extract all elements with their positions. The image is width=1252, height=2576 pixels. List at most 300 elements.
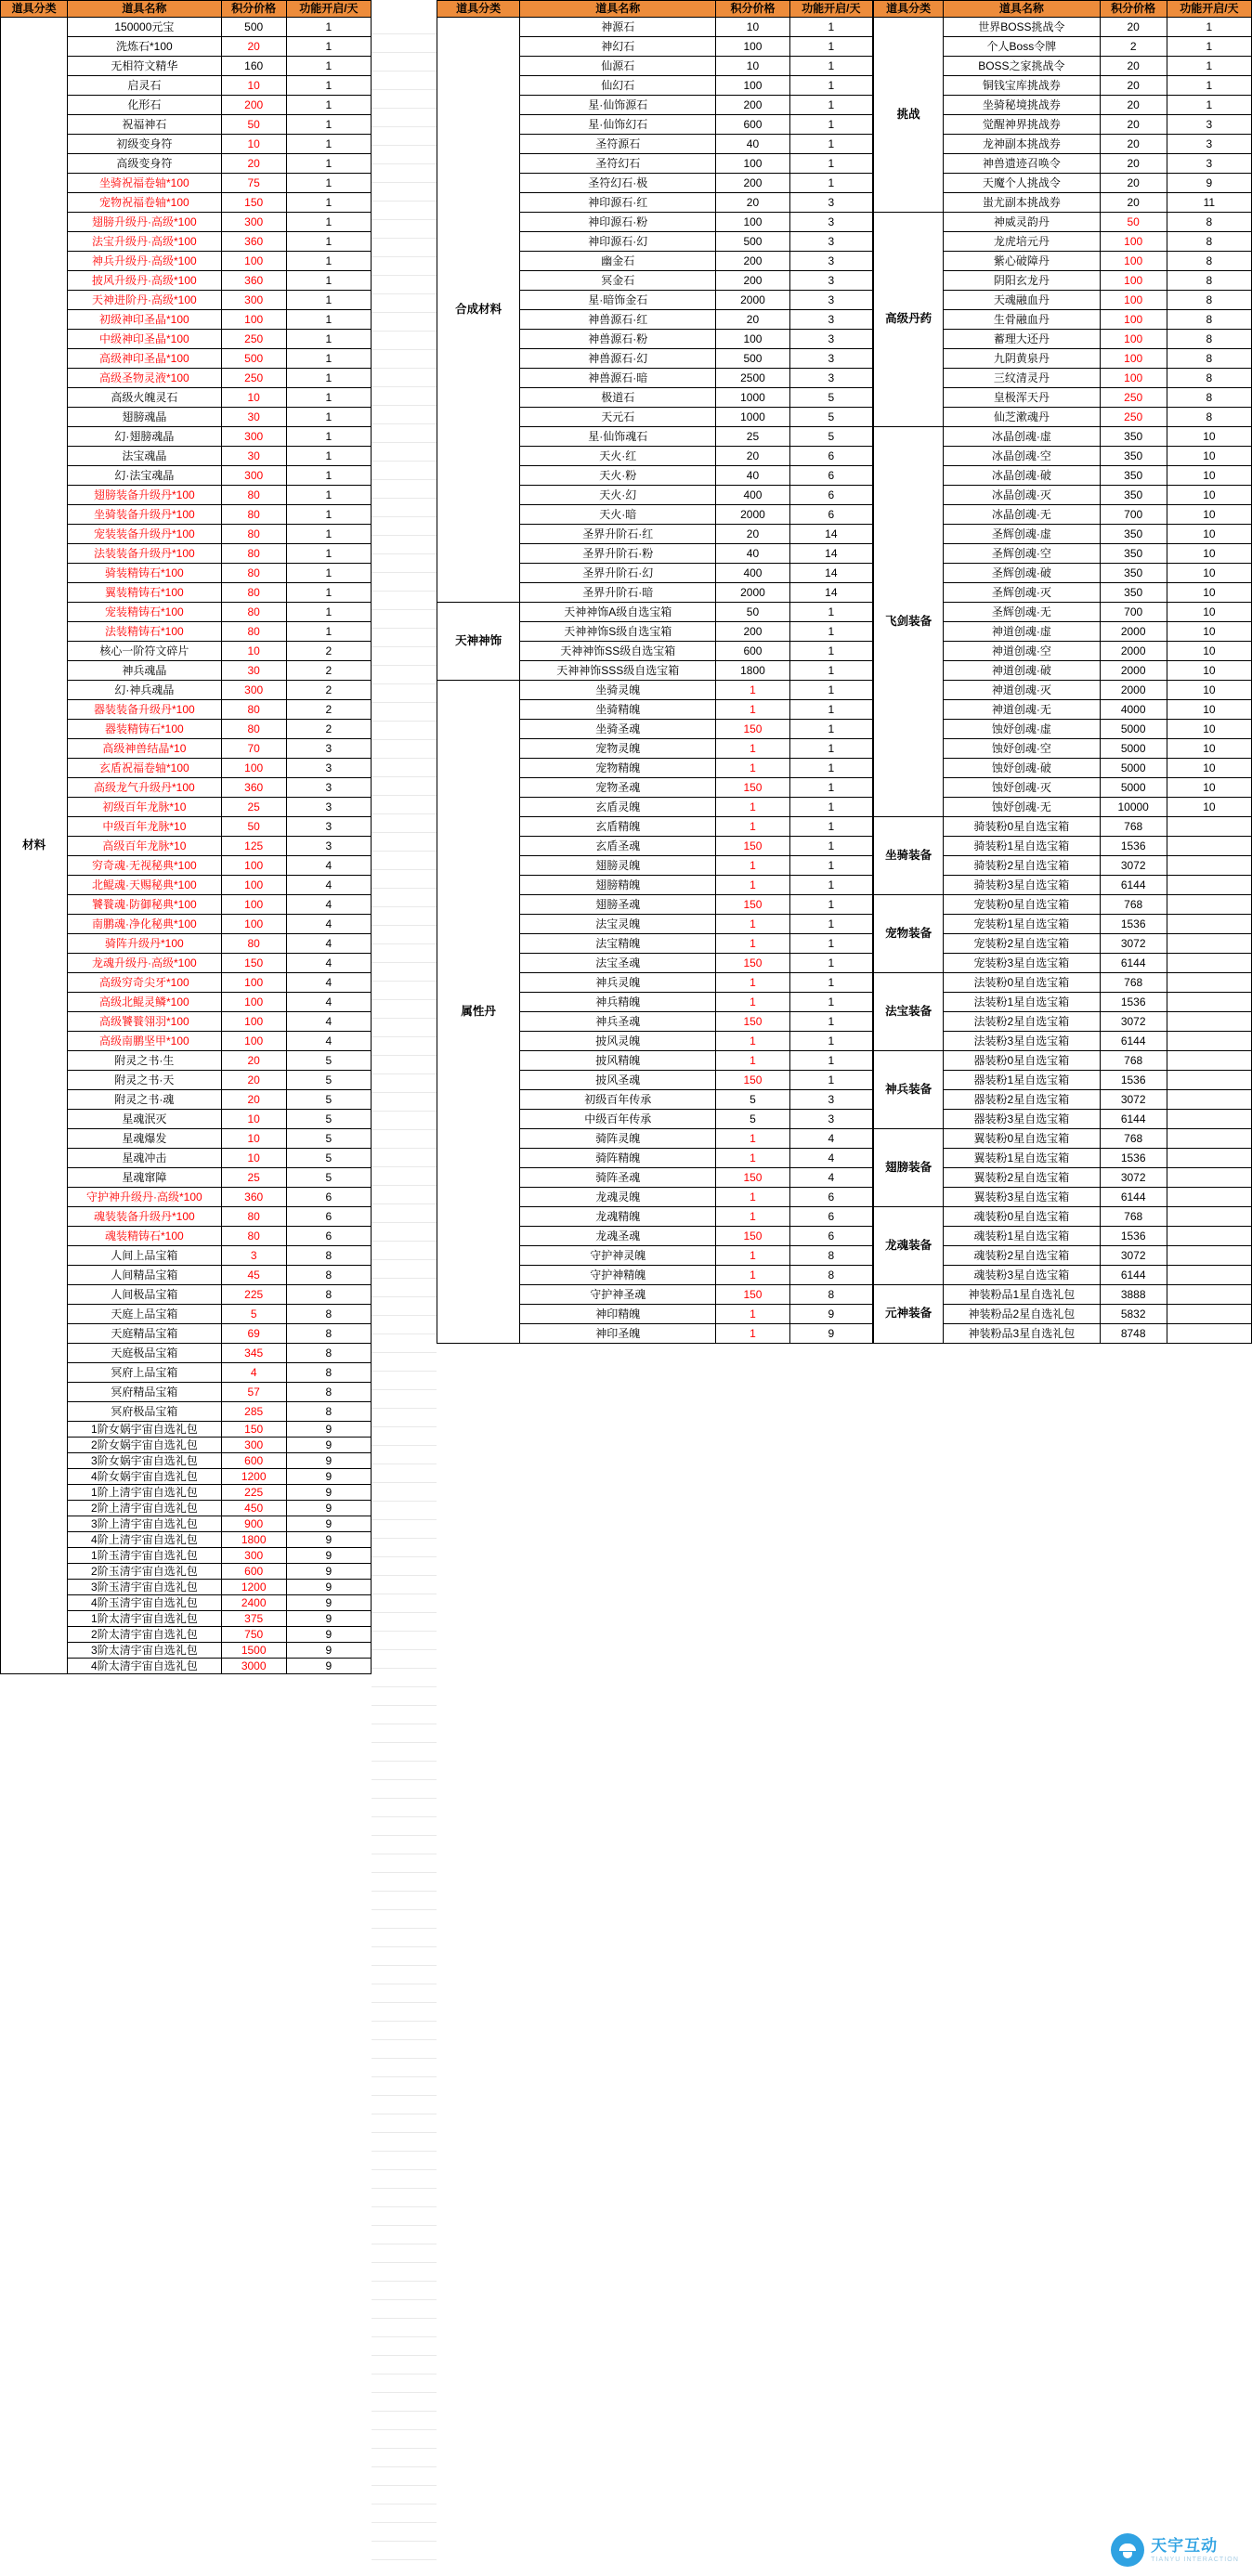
- item-name-cell: 宠装精铸石*100: [68, 603, 221, 622]
- item-price-cell: 40: [716, 466, 789, 486]
- item-name-cell: 守护神圣魂: [520, 1285, 716, 1305]
- item-name-cell: 皇极浑天丹: [944, 388, 1100, 408]
- item-days-cell: 1: [789, 76, 872, 96]
- item-days-cell: [1167, 1227, 1251, 1246]
- item-days-cell: 9: [286, 1469, 371, 1485]
- item-price-cell: 10000: [1100, 798, 1167, 817]
- item-days-cell: 3: [789, 310, 872, 330]
- item-name-cell: 4阶太清宇宙自选礼包: [68, 1659, 221, 1674]
- item-price-cell: 20: [1100, 135, 1167, 154]
- item-name-cell: 神道创魂·虚: [944, 622, 1100, 642]
- item-name-cell: 神源石: [520, 18, 716, 37]
- item-price-cell: 10: [221, 135, 286, 154]
- item-name-cell: 翅膀魂晶: [68, 408, 221, 427]
- item-name-cell: 龙魂圣魂: [520, 1227, 716, 1246]
- item-days-cell: [1167, 837, 1251, 856]
- table-header-row: [874, 1, 1252, 18]
- item-days-cell: 8: [1167, 310, 1251, 330]
- item-price-cell: 1000: [716, 388, 789, 408]
- item-price-cell: 400: [716, 564, 789, 583]
- item-price-cell: 150: [716, 1285, 789, 1305]
- item-days-cell: 5: [789, 388, 872, 408]
- item-price-cell: 100: [1100, 271, 1167, 291]
- item-price-cell: 1: [716, 759, 789, 778]
- item-price-cell: 100: [1100, 291, 1167, 310]
- item-price-cell: 1200: [221, 1580, 286, 1595]
- item-days-cell: 8: [286, 1246, 371, 1266]
- item-days-cell: 8: [286, 1285, 371, 1305]
- item-price-cell: 600: [221, 1564, 286, 1580]
- item-name-cell: 翅膀装备升级丹*100: [68, 486, 221, 505]
- item-price-cell: 100: [716, 213, 789, 232]
- item-price-cell: 20: [716, 447, 789, 466]
- item-price-cell: 100: [716, 37, 789, 57]
- item-days-cell: [1167, 1168, 1251, 1188]
- item-days-cell: 1: [789, 973, 872, 993]
- item-price-cell: 40: [716, 135, 789, 154]
- item-name-cell: 2阶上清宇宙自选礼包: [68, 1501, 221, 1516]
- item-price-cell: 350: [1100, 564, 1167, 583]
- item-days-cell: 8: [789, 1266, 872, 1285]
- item-days-cell: [1167, 1071, 1251, 1090]
- item-days-cell: [1167, 817, 1251, 837]
- table-row: [437, 603, 873, 622]
- item-name-cell: 圣符幻石: [520, 154, 716, 174]
- item-name-cell: 骑装粉2星自选宝箱: [944, 856, 1100, 876]
- item-days-cell: 2: [286, 681, 371, 700]
- item-days-cell: 3: [1167, 154, 1251, 174]
- item-name-cell: 坐骑装备升级丹*100: [68, 505, 221, 525]
- item-name-cell: 阴阳玄龙丹: [944, 271, 1100, 291]
- item-days-cell: 1: [789, 135, 872, 154]
- item-name-cell: 圣界升阶石·粉: [520, 544, 716, 564]
- category-cell: 宠物装备: [874, 895, 944, 973]
- item-price-cell: 3072: [1100, 1168, 1167, 1188]
- watermark: [1111, 2533, 1239, 2567]
- item-price-cell: 20: [221, 1071, 286, 1090]
- item-days-cell: 1: [286, 408, 371, 427]
- item-price-cell: 20: [1100, 96, 1167, 115]
- item-days-cell: 1: [789, 96, 872, 115]
- item-days-cell: 3: [1167, 135, 1251, 154]
- item-name-cell: 1阶女娲宇宙自选礼包: [68, 1422, 221, 1438]
- item-days-cell: 2: [286, 661, 371, 681]
- item-days-cell: 9: [286, 1422, 371, 1438]
- item-days-cell: 4: [286, 856, 371, 876]
- item-name-cell: 初级神印圣晶*100: [68, 310, 221, 330]
- item-name-cell: 九阴黄泉丹: [944, 349, 1100, 369]
- item-days-cell: 8: [286, 1324, 371, 1344]
- item-days-cell: 9: [286, 1580, 371, 1595]
- item-name-cell: 幻·翅膀魂晶: [68, 427, 221, 447]
- item-days-cell: 5: [286, 1149, 371, 1168]
- item-price-cell: 5000: [1100, 720, 1167, 739]
- item-days-cell: 1: [286, 291, 371, 310]
- item-days-cell: 1: [286, 505, 371, 525]
- item-days-cell: 10: [1167, 447, 1251, 466]
- item-days-cell: 1: [789, 778, 872, 798]
- category-cell: 天神神饰: [437, 603, 520, 681]
- item-days-cell: 5: [286, 1129, 371, 1149]
- item-days-cell: 5: [286, 1090, 371, 1110]
- item-price-cell: 360: [221, 778, 286, 798]
- item-name-cell: 冥府极品宝箱: [68, 1402, 221, 1422]
- item-days-cell: 3: [286, 837, 371, 856]
- table-row: [874, 973, 1252, 993]
- item-name-cell: 天神神饰S级自选宝箱: [520, 622, 716, 642]
- item-name-cell: 2阶太清宇宙自选礼包: [68, 1627, 221, 1643]
- item-name-cell: 冰晶创魂·灭: [944, 486, 1100, 505]
- item-name-cell: 天神神饰A级自选宝箱: [520, 603, 716, 622]
- item-days-cell: 10: [1167, 700, 1251, 720]
- item-days-cell: 9: [286, 1627, 371, 1643]
- item-days-cell: 1: [789, 700, 872, 720]
- item-name-cell: 骑装粉3星自选宝箱: [944, 876, 1100, 895]
- item-days-cell: 1: [789, 993, 872, 1012]
- item-days-cell: 1: [286, 57, 371, 76]
- category-cell: 飞剑装备: [874, 427, 944, 817]
- item-name-cell: 神道创魂·空: [944, 642, 1100, 661]
- item-price-cell: 5: [716, 1110, 789, 1129]
- item-name-cell: 翼装粉3星自选宝箱: [944, 1188, 1100, 1207]
- item-days-cell: 3: [789, 193, 872, 213]
- item-price-cell: 30: [221, 447, 286, 466]
- item-days-cell: 9: [286, 1485, 371, 1501]
- item-name-cell: 紫心破障丹: [944, 252, 1100, 271]
- item-days-cell: 3: [789, 369, 872, 388]
- item-price-cell: 345: [221, 1344, 286, 1363]
- item-days-cell: 6: [789, 1207, 872, 1227]
- item-name-cell: 圣辉创魂·虚: [944, 525, 1100, 544]
- item-price-cell: 100: [1100, 252, 1167, 271]
- item-price-cell: 1: [716, 1129, 789, 1149]
- column-header-days: 功能开启/天: [789, 1, 872, 18]
- item-name-cell: 个人Boss令牌: [944, 37, 1100, 57]
- item-name-cell: 骑装粉0星自选宝箱: [944, 817, 1100, 837]
- item-days-cell: 9: [1167, 174, 1251, 193]
- item-price-cell: 200: [716, 252, 789, 271]
- item-days-cell: 4: [286, 954, 371, 973]
- category-cell: 挑战: [874, 18, 944, 213]
- item-days-cell: 10: [1167, 720, 1251, 739]
- item-name-cell: 3阶太清宇宙自选礼包: [68, 1643, 221, 1659]
- item-days-cell: 1: [286, 583, 371, 603]
- item-name-cell: 神兵圣魂: [520, 1012, 716, 1032]
- item-days-cell: 1: [1167, 76, 1251, 96]
- item-price-cell: 200: [716, 622, 789, 642]
- item-days-cell: 10: [1167, 544, 1251, 564]
- item-days-cell: 8: [1167, 252, 1251, 271]
- item-price-cell: 360: [221, 232, 286, 252]
- item-price-cell: 1: [716, 739, 789, 759]
- item-name-cell: 守护神精魄: [520, 1266, 716, 1285]
- category-cell: 神兵装备: [874, 1051, 944, 1129]
- item-price-cell: 360: [221, 271, 286, 291]
- item-price-cell: 100: [221, 915, 286, 934]
- item-price-cell: 150: [716, 1168, 789, 1188]
- item-price-cell: 5000: [1100, 778, 1167, 798]
- item-price-cell: 150: [716, 1227, 789, 1246]
- item-name-cell: 天庭上品宝箱: [68, 1305, 221, 1324]
- item-name-cell: 4阶女娲宇宙自选礼包: [68, 1469, 221, 1485]
- item-name-cell: 中级百年传承: [520, 1110, 716, 1129]
- item-price-cell: 80: [221, 1207, 286, 1227]
- item-days-cell: 8: [1167, 349, 1251, 369]
- item-name-cell: 2阶女娲宇宙自选礼包: [68, 1438, 221, 1453]
- item-days-cell: 1: [789, 661, 872, 681]
- item-days-cell: 3: [286, 739, 371, 759]
- item-name-cell: 披风升级丹·高级*100: [68, 271, 221, 291]
- item-name-cell: 神兽源石·幻: [520, 349, 716, 369]
- item-name-cell: 化形石: [68, 96, 221, 115]
- item-name-cell: 天魔个人挑战令: [944, 174, 1100, 193]
- item-days-cell: 1: [789, 759, 872, 778]
- watermark-brand-cn: 天宇互动: [1151, 2536, 1219, 2555]
- item-days-cell: 1: [286, 447, 371, 466]
- item-price-cell: 100: [221, 252, 286, 271]
- item-name-cell: 天火·暗: [520, 505, 716, 525]
- item-price-cell: 100: [221, 993, 286, 1012]
- column-header-price: 积分价格: [1100, 1, 1167, 18]
- item-price-cell: 100: [716, 154, 789, 174]
- item-name-cell: 星魂泯灭: [68, 1110, 221, 1129]
- item-name-cell: 神兽源石·暗: [520, 369, 716, 388]
- category-cell: 翅膀装备: [874, 1129, 944, 1207]
- item-name-cell: 1阶玉清宇宙自选礼包: [68, 1548, 221, 1564]
- item-days-cell: 8: [1167, 232, 1251, 252]
- item-name-cell: 高级龙气升级丹*100: [68, 778, 221, 798]
- item-name-cell: 神兽遗迹召唤令: [944, 154, 1100, 174]
- item-days-cell: 4: [286, 915, 371, 934]
- item-name-cell: 北鲲魂·天赐秘典*100: [68, 876, 221, 895]
- item-name-cell: 圣界升阶石·暗: [520, 583, 716, 603]
- item-price-cell: 1: [716, 1324, 789, 1344]
- item-name-cell: 守护神升级丹·高级*100: [68, 1188, 221, 1207]
- item-price-cell: 1: [716, 1032, 789, 1051]
- item-name-cell: 圣辉创魂·破: [944, 564, 1100, 583]
- item-price-cell: 450: [221, 1501, 286, 1516]
- item-days-cell: 8: [286, 1305, 371, 1324]
- item-name-cell: 翼装粉1星自选宝箱: [944, 1149, 1100, 1168]
- item-price-cell: 768: [1100, 817, 1167, 837]
- items-table: [873, 0, 1252, 1344]
- item-days-cell: 10: [1167, 642, 1251, 661]
- item-price-cell: 300: [221, 466, 286, 486]
- item-price-cell: 100: [221, 856, 286, 876]
- item-price-cell: 20: [1100, 57, 1167, 76]
- item-name-cell: 法宝魂晶: [68, 447, 221, 466]
- item-days-cell: 1: [789, 856, 872, 876]
- item-price-cell: 1: [716, 681, 789, 700]
- item-price-cell: 350: [1100, 525, 1167, 544]
- item-days-cell: [1167, 1032, 1251, 1051]
- item-days-cell: 5: [286, 1110, 371, 1129]
- item-name-cell: 法装粉2星自选宝箱: [944, 1012, 1100, 1032]
- item-days-cell: 1: [286, 213, 371, 232]
- item-price-cell: 150: [716, 837, 789, 856]
- item-name-cell: 魂装粉3星自选宝箱: [944, 1266, 1100, 1285]
- item-name-cell: 仙幻石: [520, 76, 716, 96]
- item-name-cell: 4阶上清宇宙自选礼包: [68, 1532, 221, 1548]
- category-cell: 龙魂装备: [874, 1207, 944, 1285]
- item-name-cell: 幻·神兵魂晶: [68, 681, 221, 700]
- column-header-price: 积分价格: [716, 1, 789, 18]
- item-price-cell: 25: [221, 798, 286, 817]
- item-name-cell: 龙神副本挑战券: [944, 135, 1100, 154]
- item-name-cell: 神幻石: [520, 37, 716, 57]
- item-price-cell: 100: [221, 1032, 286, 1051]
- item-name-cell: 器装粉2星自选宝箱: [944, 1090, 1100, 1110]
- item-price-cell: 20: [716, 193, 789, 213]
- item-name-cell: 星·仙饰幻石: [520, 115, 716, 135]
- item-name-cell: 神兵灵魄: [520, 973, 716, 993]
- item-days-cell: 9: [286, 1564, 371, 1580]
- item-name-cell: 魂装精铸石*100: [68, 1227, 221, 1246]
- item-name-cell: 高级火魄灵石: [68, 388, 221, 408]
- item-days-cell: 1: [789, 934, 872, 954]
- item-price-cell: 160: [221, 57, 286, 76]
- item-days-cell: 10: [1167, 466, 1251, 486]
- item-days-cell: 1: [789, 1051, 872, 1071]
- item-days-cell: 3: [789, 1090, 872, 1110]
- item-name-cell: 高级饕餮翎羽*100: [68, 1012, 221, 1032]
- item-name-cell: 1阶太清宇宙自选礼包: [68, 1611, 221, 1627]
- item-price-cell: 1536: [1100, 993, 1167, 1012]
- item-name-cell: 龙魂升级丹·高级*100: [68, 954, 221, 973]
- item-days-cell: 4: [286, 1032, 371, 1051]
- item-price-cell: 57: [221, 1383, 286, 1402]
- item-days-cell: 10: [1167, 778, 1251, 798]
- item-name-cell: 宠装粉2星自选宝箱: [944, 934, 1100, 954]
- item-name-cell: 高级圣物灵液*100: [68, 369, 221, 388]
- item-price-cell: 4: [221, 1363, 286, 1383]
- item-days-cell: 1: [286, 466, 371, 486]
- item-price-cell: 5: [716, 1090, 789, 1110]
- item-price-cell: 600: [221, 1453, 286, 1469]
- item-price-cell: 2: [1100, 37, 1167, 57]
- item-name-cell: 蚀妤创魂·破: [944, 759, 1100, 778]
- item-name-cell: 神印源石·幻: [520, 232, 716, 252]
- item-price-cell: 150: [716, 1071, 789, 1090]
- item-name-cell: 初级百年龙脉*10: [68, 798, 221, 817]
- item-days-cell: 6: [789, 505, 872, 525]
- item-name-cell: 法宝圣魂: [520, 954, 716, 973]
- item-price-cell: 100: [1100, 349, 1167, 369]
- item-price-cell: 768: [1100, 973, 1167, 993]
- item-price-cell: 1: [716, 817, 789, 837]
- item-name-cell: 神道创魂·无: [944, 700, 1100, 720]
- item-price-cell: 25: [221, 1168, 286, 1188]
- item-days-cell: 1: [286, 310, 371, 330]
- item-price-cell: 2000: [716, 291, 789, 310]
- item-price-cell: 100: [1100, 369, 1167, 388]
- item-name-cell: 附灵之书·魂: [68, 1090, 221, 1110]
- column-header-days: 功能开启/天: [1167, 1, 1251, 18]
- item-name-cell: 铜钱宝库挑战券: [944, 76, 1100, 96]
- item-name-cell: 宠物祝福卷轴*100: [68, 193, 221, 213]
- item-name-cell: 器装粉3星自选宝箱: [944, 1110, 1100, 1129]
- item-days-cell: 10: [1167, 798, 1251, 817]
- table-header-row: [1, 1, 372, 18]
- item-days-cell: [1167, 973, 1251, 993]
- table-row: [1, 18, 372, 37]
- item-price-cell: 750: [221, 1627, 286, 1643]
- item-name-cell: 冰晶创魂·无: [944, 505, 1100, 525]
- item-price-cell: 6144: [1100, 1110, 1167, 1129]
- item-days-cell: 9: [789, 1324, 872, 1344]
- item-name-cell: 天火·粉: [520, 466, 716, 486]
- item-name-cell: 天元石: [520, 408, 716, 427]
- item-days-cell: 6: [286, 1207, 371, 1227]
- item-price-cell: 200: [716, 174, 789, 193]
- column-header-days: 功能开启/天: [286, 1, 371, 18]
- item-name-cell: BOSS之家挑战令: [944, 57, 1100, 76]
- item-name-cell: 3阶上清宇宙自选礼包: [68, 1516, 221, 1532]
- item-name-cell: 天火·幻: [520, 486, 716, 505]
- category-cell: 材料: [1, 18, 68, 1674]
- item-name-cell: 宠装装备升级丹*100: [68, 525, 221, 544]
- category-cell: 法宝装备: [874, 973, 944, 1051]
- item-price-cell: 2000: [1100, 661, 1167, 681]
- item-price-cell: 100: [221, 310, 286, 330]
- item-days-cell: 6: [789, 1188, 872, 1207]
- item-price-cell: 1: [716, 973, 789, 993]
- item-name-cell: 高级北鲲灵鳞*100: [68, 993, 221, 1012]
- item-days-cell: 3: [789, 213, 872, 232]
- item-name-cell: 人间极品宝箱: [68, 1285, 221, 1305]
- item-price-cell: 300: [221, 213, 286, 232]
- item-days-cell: 1: [286, 193, 371, 213]
- item-price-cell: 768: [1100, 895, 1167, 915]
- item-days-cell: 1: [789, 798, 872, 817]
- item-days-cell: 1: [789, 681, 872, 700]
- item-days-cell: 3: [286, 817, 371, 837]
- item-name-cell: 极道石: [520, 388, 716, 408]
- item-price-cell: 80: [221, 622, 286, 642]
- item-name-cell: 守护神灵魄: [520, 1246, 716, 1266]
- item-price-cell: 3072: [1100, 1246, 1167, 1266]
- item-days-cell: 1: [286, 252, 371, 271]
- item-price-cell: 6144: [1100, 1032, 1167, 1051]
- table-row: [874, 817, 1252, 837]
- item-days-cell: 4: [286, 934, 371, 954]
- item-name-cell: 星·暗饰金石: [520, 291, 716, 310]
- item-days-cell: [1167, 1324, 1251, 1344]
- item-days-cell: 9: [286, 1595, 371, 1611]
- item-price-cell: 20: [1100, 76, 1167, 96]
- column-header-category: 道具分类: [874, 1, 944, 18]
- column-header-name: 道具名称: [520, 1, 716, 18]
- item-name-cell: 披风精魄: [520, 1051, 716, 1071]
- item-name-cell: 幻·法宝魂晶: [68, 466, 221, 486]
- item-name-cell: 圣符幻石·极: [520, 174, 716, 193]
- item-days-cell: 6: [286, 1188, 371, 1207]
- item-price-cell: 100: [221, 876, 286, 895]
- item-days-cell: 1: [1167, 57, 1251, 76]
- item-name-cell: 星·仙饰魂石: [520, 427, 716, 447]
- item-name-cell: 神印精魄: [520, 1305, 716, 1324]
- item-days-cell: 4: [286, 1012, 371, 1032]
- item-name-cell: 法宝升级丹·高级*100: [68, 232, 221, 252]
- item-price-cell: 20: [221, 37, 286, 57]
- item-name-cell: 高级变身符: [68, 154, 221, 174]
- item-price-cell: 150: [716, 895, 789, 915]
- item-days-cell: 3: [789, 252, 872, 271]
- item-name-cell: 神兵升级丹·高级*100: [68, 252, 221, 271]
- item-days-cell: 4: [789, 1149, 872, 1168]
- item-name-cell: 星魂冲击: [68, 1149, 221, 1168]
- item-name-cell: 神印源石·红: [520, 193, 716, 213]
